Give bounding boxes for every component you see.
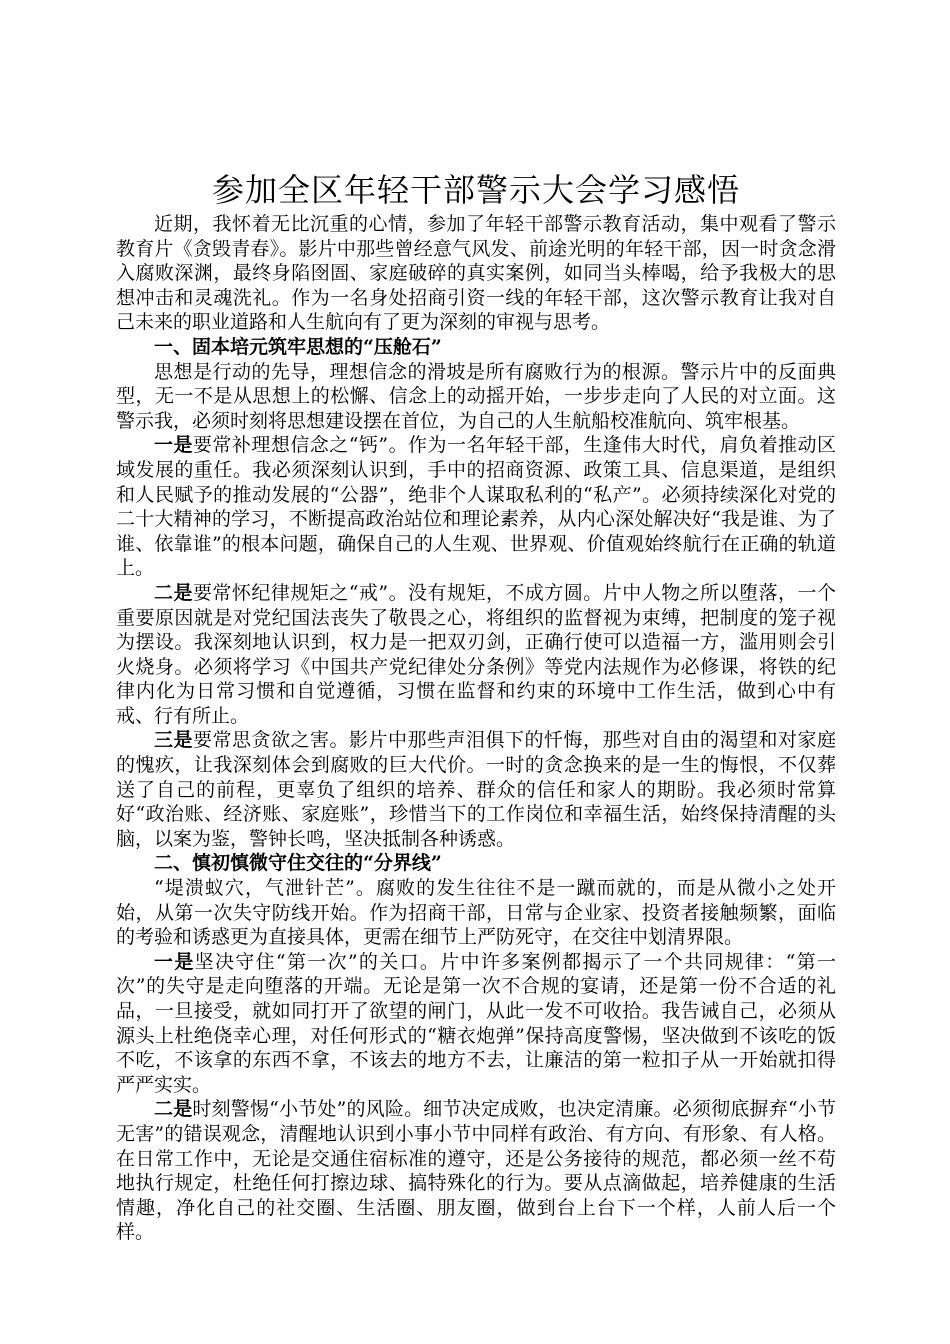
section-1-point-1 [116, 433, 836, 581]
point-lead: 三是 [154, 729, 193, 752]
point-text: 要常思贪欲之害。影片中那些声泪俱下的忏悔，那些对自由的渴望和对家庭的愧疚，让我深刻体会到腐败的巨大代价。一时的贪念换来的是一生的悔恨，不仅葬送了自己的前程，更辜负了组织的培养、群众的信任和家人的期盼。我必须时常算好“政治账、经济账、家庭账”，珍惜当下的工作岗位和幸福生活，始终保持清醒的头脑，以案为鉴，警钟长鸣，坚决抵制各种诱惑。 [116, 729, 836, 850]
point-text: 时刻警惕“小节处”的风险。细节决定成败，也决定清廉。必须彻底摒弃“小节无害”的错误观念，清醒地认识到小事小节中同样有政治、有方向、有形象、有人格。在日常工作中，无论是交通住宿标准的遵守，还是公务接待的规范，都必须一丝不苟地执行规定，杜绝任何打擦边球、搞特殊化的行为。要从点滴做起，培养健康的生活情趣，净化自己的社交圈、生活圈、朋友圈，做到台上台下一个样，人前人后一个样。 [116, 1098, 836, 1244]
point-lead: 一是 [154, 950, 195, 973]
section-2-point-1 [116, 950, 836, 1098]
document-page [116, 168, 836, 1245]
point-lead: 一是 [154, 434, 193, 457]
section-2-point-2 [116, 1097, 836, 1245]
point-text: 坚决守住“第一次”的关口。片中许多案例都揭示了一个共同规律：“第一次”的失守是走向堕落的开端。无论是第一次不合规的宴请，还是第一份不合适的礼品，一旦接受，就如同打开了欲望的闸门，从此一发不可收拾。我告诫自己，必须从源头上杜绝侥幸心理，对任何形式的“糖衣炮弹”保持高度警惕，坚决做到不该吃的饭不吃，不该拿的东西不拿，不该去的地方不去，让廉洁的第一粒扣子从一开始就扣得严严实实。 [116, 950, 836, 1096]
section-2-heading: 二、慎初慎微守住交往的“分界线” [154, 852, 442, 875]
document-title: 参加全区年轻干部警示大会学习感悟 [211, 171, 740, 209]
section-1-heading: 一、固本培元筑牢思想的“压舱石” [154, 335, 442, 358]
intro-paragraph: 近期，我怀着无比沉重的心情，参加了年轻干部警示教育活动，集中观看了警示教育片《贪毁青春》。影片中那些曾经意气风发、前途光明的年轻干部，因一时贪念滑入腐败深渊，最终身陷囹圄、家庭破碎的真实案例，如同当头棒喝，给予我极大的思想冲击和灵魂洗礼。作为一名身处招商引资一线的年轻干部，这次警示教育让我对自己未来的职业道路和人生航向有了更为深刻的审视与思考。 [116, 213, 836, 334]
point-lead: 二是 [154, 1098, 193, 1121]
point-lead: 二是 [154, 581, 193, 604]
section-1-intro: 思想是行动的先导，理想信念的滑坡是所有腐败行为的根源。警示片中的反面典型，无一不是从思想上的松懈、信念上的动摇开始，一步步走向了人民的对立面。这警示我，必须时刻将思想建设摆在首位，为自己的人生航船校准航向、筑牢根基。 [116, 360, 836, 432]
point-text: 要常补理想信念之“钙”。作为一名年轻干部，生逢伟大时代，肩负着推动区域发展的重任。我必须深刻认识到，手中的招商资源、政策工具、信息渠道，是组织和人民赋予的推动发展的“公器”，绝非个人谋取私利的“私产”。必须持续深化对党的二十大精神的学习，不断提高政治站位和理论素养，从内心深处解决好“我是谁、为了谁、依靠谁”的根本问题，确保自己的人生观、世界观、价值观始终航行在正确的轨道上。 [116, 434, 836, 580]
section-2-intro: “堤溃蚁穴，气泄针芒”。腐败的发生往往不是一蹴而就的，而是从微小之处开始，从第一次失守防线开始。作为招商干部，日常与企业家、投资者接触频繁，面临的考验和诱惑更为直接具体，更需在细节上严防死守，在交往中划清界限。 [116, 877, 836, 949]
section-1-point-3 [116, 728, 836, 851]
section-1-point-2 [116, 581, 836, 729]
point-text: 要常怀纪律规矩之“戒”。没有规矩，不成方圆。片中人物之所以堕落，一个重要原因就是对党纪国法丧失了敬畏之心，将组织的监督视为束缚，把制度的笼子视为摆设。我深刻地认识到，权力是一把双刃剑，正确行使可以造福一方，滥用则会引火烧身。必须将学习《中国共产党纪律处分条例》等党内法规作为必修课，将铁的纪律内化为日常习惯和自觉遵循，习惯在监督和约束的环境中工作生活，做到心中有戒、行有所止。 [116, 581, 836, 727]
